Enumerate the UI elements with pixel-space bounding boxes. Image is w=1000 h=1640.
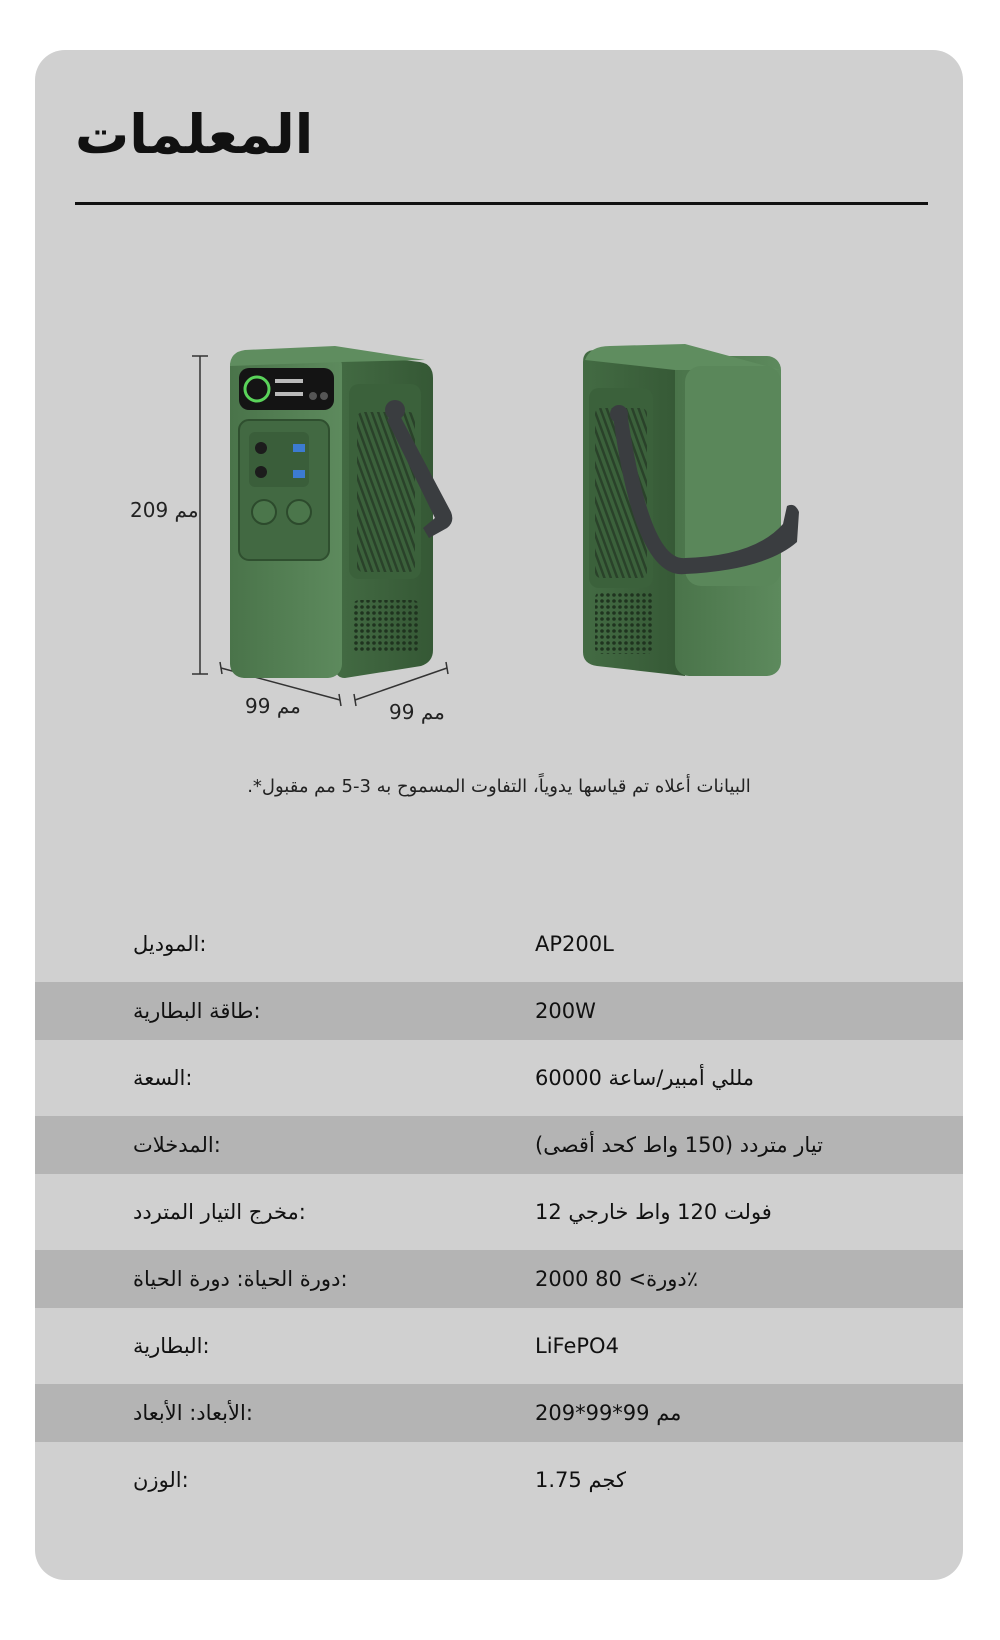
spec-value: فولت 120 واط خارجي 12 xyxy=(535,1200,772,1224)
spec-label: الموديل: xyxy=(133,932,207,956)
spec-value: 2000 80 <دورة٪ xyxy=(535,1267,699,1291)
spec-row-weight xyxy=(35,1451,963,1509)
width-side-dimension-label: 99 مم xyxy=(389,700,445,724)
parameters-card xyxy=(35,50,963,1580)
spec-label: مخرج التيار المتردد: xyxy=(133,1200,306,1224)
spec-row-battery-type xyxy=(35,1317,963,1375)
spec-value: AP200L xyxy=(535,932,614,956)
spec-label: السعة: xyxy=(133,1066,193,1090)
page-title: المعلمات xyxy=(75,103,314,166)
product-illustration xyxy=(35,280,963,760)
spec-label: الوزن: xyxy=(133,1468,189,1492)
width-front-dimension-label: 99 مم xyxy=(245,694,301,718)
spec-row-ac-output xyxy=(35,1183,963,1241)
spec-row-dimensions xyxy=(35,1384,963,1442)
height-dimension-label: 209 مم xyxy=(130,498,199,522)
spec-row-input xyxy=(35,1116,963,1174)
spec-label: المدخلات: xyxy=(133,1133,221,1157)
spec-value: مللي أمبير/ساعة 60000 xyxy=(535,1066,755,1090)
device-rear-view xyxy=(583,344,799,676)
spec-value: 209*99*99 مم xyxy=(535,1401,682,1425)
spec-label: دورة الحياة: دورة الحياة: xyxy=(133,1267,348,1291)
spec-value: 1.75 كجم xyxy=(535,1468,626,1492)
spec-label: البطارية: xyxy=(133,1334,210,1358)
spec-row-cycle-life xyxy=(35,1250,963,1308)
spec-row-model xyxy=(35,915,963,973)
spec-value: 200W xyxy=(535,999,596,1023)
spec-value: LiFePO4 xyxy=(535,1334,619,1358)
spec-row-capacity xyxy=(35,1049,963,1107)
spec-value: تيار متردد (150 واط كحد أقصى) xyxy=(535,1133,824,1157)
measurement-note: البيانات أعلاه تم قياسها يدوياً، التفاوت المسموح به 3-5 مم مقبول*. xyxy=(247,776,751,797)
spec-label: الأبعاد: الأبعاد: xyxy=(133,1401,253,1425)
spec-row-battery-power xyxy=(35,982,963,1040)
title-divider xyxy=(75,202,928,205)
spec-label: طاقة البطارية: xyxy=(133,999,261,1023)
device-front-view xyxy=(230,346,452,678)
specs-table xyxy=(35,915,963,1518)
